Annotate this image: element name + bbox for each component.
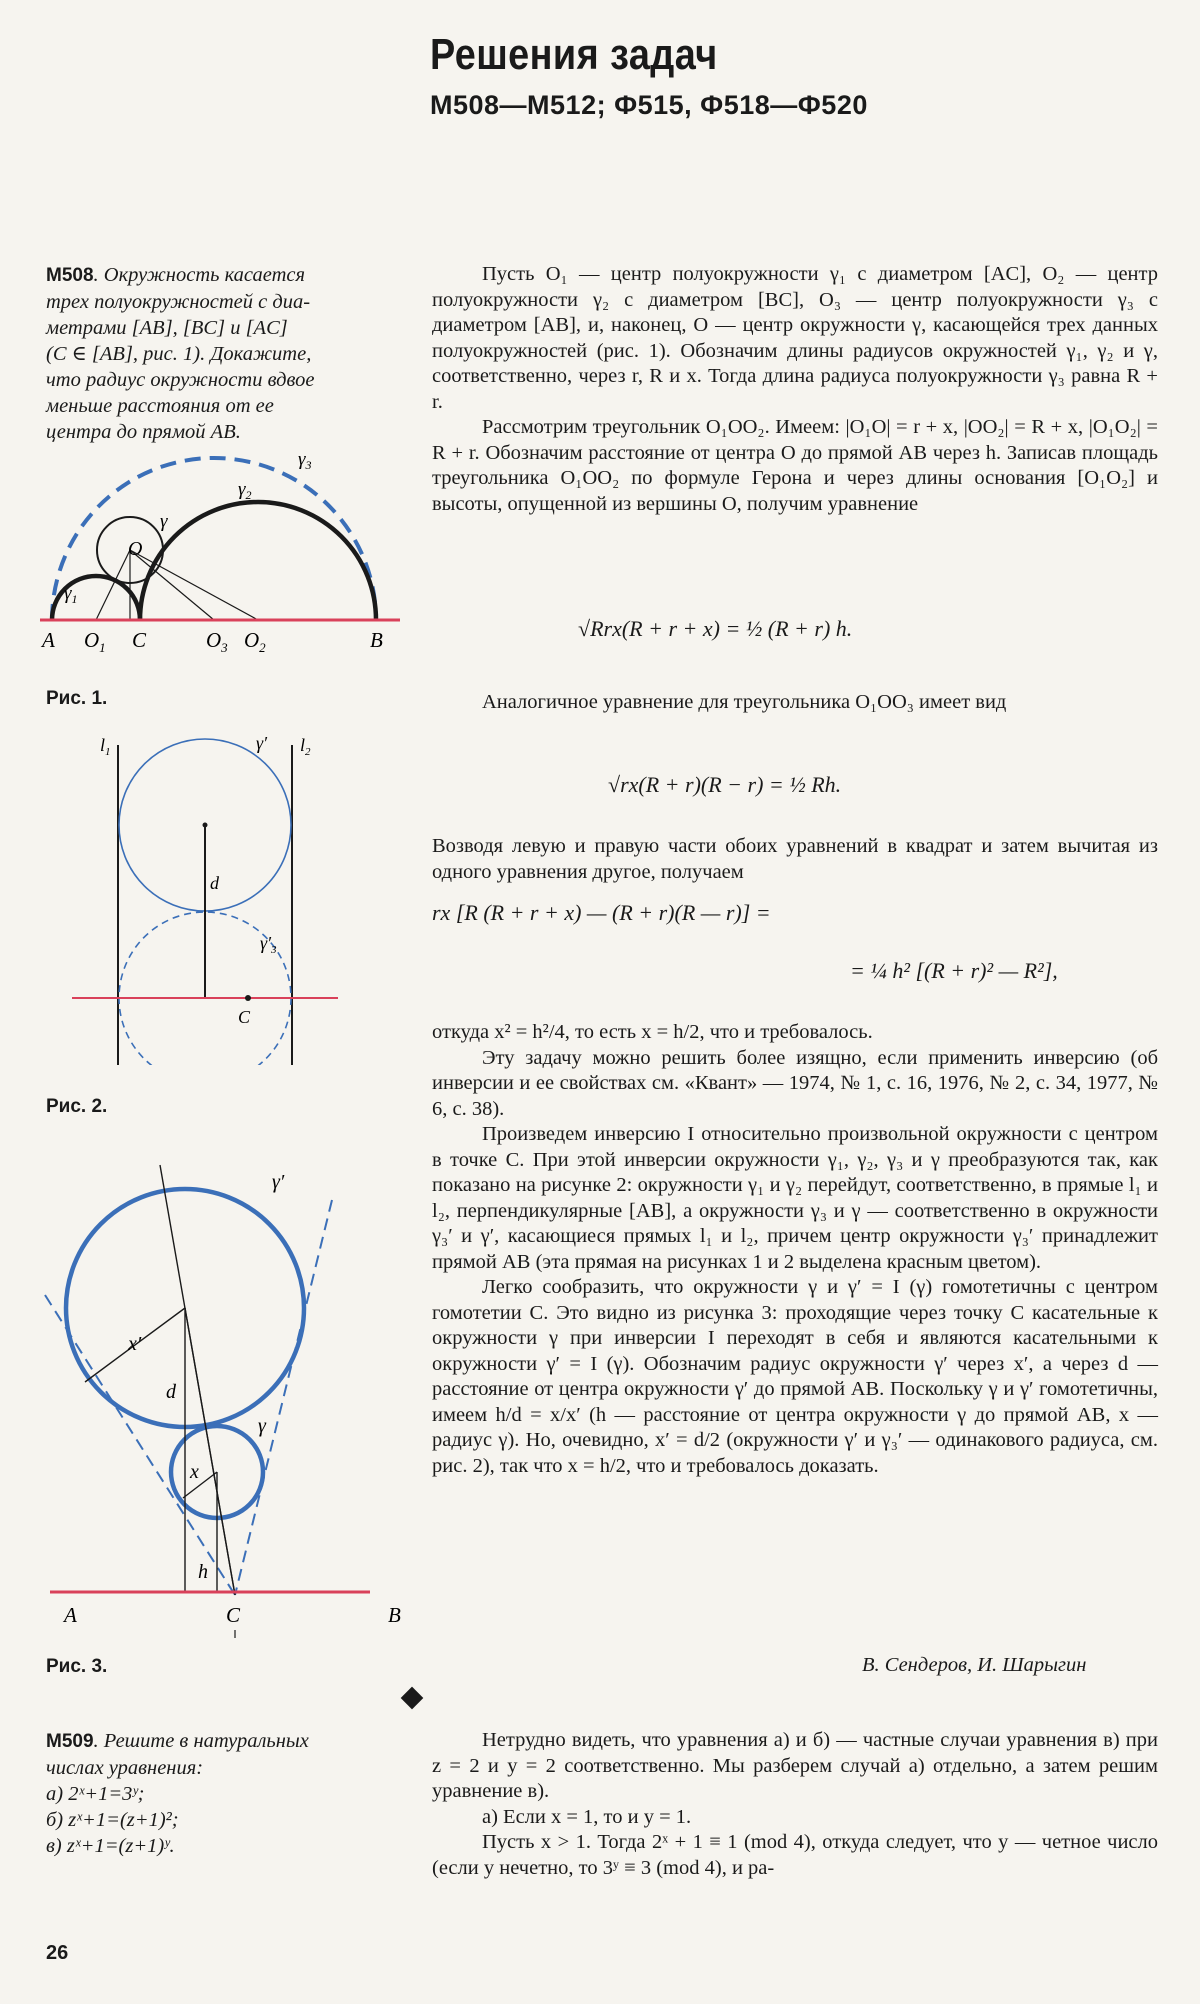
m508-paragraph: Пусть O₁ — центр полуокружности γ₁ с диаметром [AC], O₂ — центр полуокружности γ₂ с диаметром [BC], O₃ — центр полуокружности γ₃ с диаметром [AB], и, наконец, O — центр окружности γ, касающейся трех данных полуокружностей (рис. 1). Обозначим длины радиусов окружностей γ₁, γ₂ и γ, соответственно, через r, R и x. Тогда длина радиуса полуокружности γ₃ равна R + r. (432, 263, 1158, 413)
line-center-c (185, 1308, 235, 1595)
m509-paragraph: Нетрудно видеть, что уравнения а) и б) — частные случаи уравнения в) при z = 2 и y = 2 соответственно. Мы разберем случай а) отдельно, а затем решим уравнение в). (432, 1729, 1158, 1802)
m508-solution-top (432, 262, 1158, 517)
figure-1 (40, 455, 400, 665)
label-h: h (198, 1561, 208, 1583)
m509-paragraph: Пусть x > 1. Тогда 2ˣ + 1 ≡ 1 (mod 4), откуда следует, что y — четное число (если y нечетно, то 3ʸ ≡ 3 (mod 4), и ра- (432, 1831, 1158, 1879)
m508-statement-line: что радиус окружности вдвое (46, 369, 315, 391)
label-o1: $O_1$ (84, 628, 106, 655)
m508-solution-mid2 (432, 834, 1158, 885)
m509-statement-line: числах уравнения: (46, 1757, 204, 1779)
equation-3a: rx [R (R + r + x) — (R + r)(R — r)] = (432, 900, 771, 925)
figure-1-caption: Рис. 1. (46, 688, 108, 709)
m509-statement-line: а) 2ˣ+1=3ʸ; (46, 1783, 145, 1805)
m508-statement-line: Окружность касается (103, 264, 305, 286)
label-c: C (226, 1603, 241, 1627)
label-gamma-prime: γ′ (272, 1171, 285, 1193)
m508-paragraph: Возводя левую и правую части обоих уравнений в квадрат и затем вычитая из одного уравнения другое, получаем (432, 835, 1158, 883)
m508-paragraph: Произведем инверсию I относительно произвольной окружности с центром в точке C. При этой инверсии окружности γ₁, γ₂, γ₃ и γ преобразуются так, как показано на рисунке 2: окружности γ₁ и γ₂ перейдут, соответственно, в прямые l₁ и l₂, перпендикулярные [AB], а окружности γ₃ и γ — соответственно в окружности γ₃′ и γ′, касающиеся прямых l₁ и l₂, причем центр окружности γ₃′ принадлежит прямой AB (эта прямая на рисунках 1 и 2 выделена красным цветом). (432, 1123, 1158, 1273)
page-number: 26 (46, 1942, 69, 1964)
m508-paragraph: Эту задачу можно решить более изящно, если применить инверсию (об инверсии и ее свойствах см. «Квант» — 1974, № 1, с. 16, 1976, № 2, с. 34, 1977, № 6, с. 38). (432, 1046, 1158, 1120)
m508-statement-line: центра до прямой AB. (46, 421, 241, 443)
center-point (203, 823, 208, 828)
m508-statement-line: меньше расстояния от ее (46, 395, 274, 417)
label-gamma-prime: γ′ (256, 733, 268, 753)
page-subtitle: М508—М512; Ф515, Ф518—Ф520 (430, 90, 868, 120)
label-b: B (388, 1603, 401, 1627)
label-o3: $O_3$ (206, 628, 228, 655)
equation-3b: = ¼ h² [(R + r)² — R²], (850, 958, 1058, 983)
label-c: C (238, 1007, 251, 1027)
figure-2 (60, 715, 340, 1065)
section-separator (401, 1687, 424, 1710)
radius-x (183, 1472, 217, 1498)
m509-paragraph: а) Если x = 1, то и y = 1. (482, 1805, 692, 1828)
m509-id: М509 (46, 1731, 94, 1752)
label-x-prime: x′ (128, 1333, 142, 1355)
label-l2: $l_2$ (300, 735, 311, 758)
label-gamma2: $\gamma_2$ (238, 479, 252, 502)
figure-2-caption: Рис. 2. (46, 1096, 108, 1117)
m508-solution-mid (432, 690, 1158, 716)
m508-paragraph: Легко сообразить, что окружности γ и γ′ = I (γ) гомотетичны с центром гомотетии C. Это видно из рисунка 3: проходящие через точку C касательные к окружности γ при инверсии I переходят в себя и являются касательными к окружности γ′ = I (γ). Обозначим радиус окружности γ′ через x′, а через d — расстояние от центра окружности γ′ до прямой AB. Поскольку γ и γ′ гомотетичны, имеем h/d = x/x′ (h — расстояние от центра окружности γ до прямой AB, x — радиус γ). Но, очевидно, x′ = d/2 (окружности γ′ и γ₃′ — одинакового радиуса, см. рис. 2), так что x = h/2, что и требовалось доказать. (432, 1276, 1158, 1477)
m508-paragraph: откуда x² = h²/4, то есть x = h/2, что и требовалось. (432, 1021, 873, 1043)
label-a: A (42, 628, 55, 652)
label-o: O (128, 538, 143, 560)
m508-solution-bottom (432, 1020, 1158, 1479)
label-b: B (370, 628, 383, 652)
figure-3-caption: Рис. 3. (46, 1656, 108, 1677)
label-a: A (64, 1603, 77, 1627)
m509-statement-line: в) zˣ+1=(z+1)ʸ. (46, 1835, 175, 1857)
label-d: d (166, 1381, 176, 1403)
label-gamma1: $\gamma_1$ (64, 583, 78, 606)
m508-statement-line: (C ∈ [AB], рис. 1). Докажите, (46, 343, 312, 365)
page-title: Решения задач (430, 30, 718, 79)
m508-id: М508 (46, 265, 94, 286)
equation-2: √rx(R + r)(R − r) = ½ Rh. (608, 772, 842, 797)
m508-statement-line: метрами [AB], [BC] и [AC] (46, 317, 288, 339)
m509-statement-line: Решите в натуральных (103, 1730, 309, 1752)
m509-solution (432, 1728, 1158, 1881)
label-gamma3: $\gamma_3$ (298, 455, 312, 472)
m508-statement-line: трех полуокружностей с диа- (46, 291, 311, 313)
label-d: d (210, 873, 219, 893)
m509-statement: М509. Решите в натуральных числах уравнения: а) 2ˣ+1=3ʸ; б) zˣ+1=(z+1)²; в) zˣ+1=(z+1)ʸ. (46, 1728, 392, 1859)
label-x: x (190, 1461, 199, 1483)
equation-1: √Rrx(R + r + x) = ½ (R + r) h. (578, 616, 853, 641)
m508-statement: М508. Окружность касается трех полуокружностей с диа- метрами [AB], [BC] и [AC] (C ∈ [AB], рис. 1). Докажите, что радиус окружности вдвое меньше расстояния от ее центра до прямой AB. (46, 262, 392, 445)
label-o2: $O_2$ (244, 628, 266, 655)
m508-paragraph: Рассмотрим треугольник O₁OO₂. Имеем: |O₁O| = r + x, |OO₂| = R + x, |O₁O₂| = R + r. Обозначим расстояние от центра O до прямой AB через h. Записав площадь треугольника O₁OO₂ по формуле Герона и через длины основания [O₁O₂] и высоты, опущенной из вершины O, получим уравнение (432, 416, 1158, 515)
m509-statement-line: б) zˣ+1=(z+1)²; (46, 1809, 179, 1831)
label-gamma: γ (160, 511, 168, 532)
tangent-right (235, 1200, 332, 1595)
label-gamma3-prime: $\gamma'_3$ (260, 933, 277, 956)
m508-paragraph: Аналогичное уравнение для треугольника O₁OO₃ имеет вид (482, 691, 1007, 713)
point-c (245, 995, 251, 1001)
author-signature: В. Сендеров, И. Шарыгин (862, 1654, 1087, 1676)
label-l1: $l_1$ (100, 735, 111, 758)
label-gamma: γ (258, 1415, 266, 1437)
segment-o-o2 (130, 550, 258, 620)
label-c: C (132, 628, 147, 652)
figure-3 (40, 1160, 410, 1640)
